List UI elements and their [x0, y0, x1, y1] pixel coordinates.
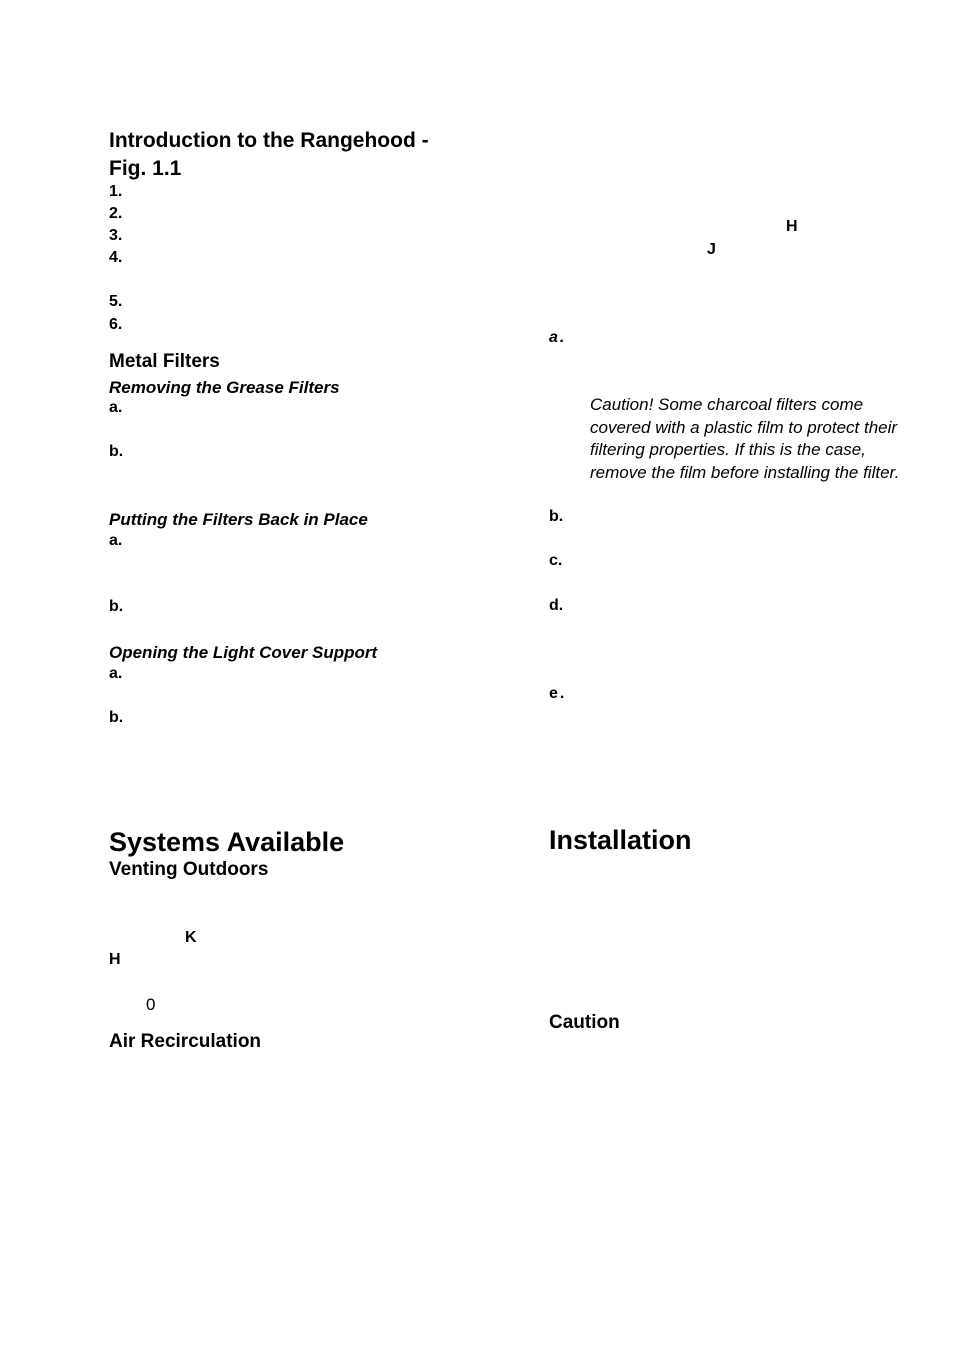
- intro-number: 5.: [109, 293, 123, 310]
- removing-step: b.: [109, 443, 124, 460]
- light-cover-step: a.: [109, 665, 123, 682]
- removing-filters-heading: Removing the Grease Filters: [109, 378, 340, 397]
- light-cover-step: b.: [109, 709, 124, 726]
- right-step: c.: [549, 552, 563, 569]
- intro-number: 6.: [109, 316, 123, 333]
- figure-letter: J: [707, 241, 716, 258]
- intro-title-line1: Introduction to the Rangehood -: [109, 129, 429, 152]
- right-step: d.: [549, 597, 564, 614]
- air-recirculation-heading: Air Recirculation: [109, 1031, 262, 1052]
- venting-letter: H: [109, 951, 121, 968]
- intro-number: 3.: [109, 227, 123, 244]
- figure-letter: H: [786, 218, 798, 235]
- venting-zero: 0: [146, 995, 156, 1014]
- right-step: e.: [549, 685, 567, 702]
- right-step: a.: [549, 329, 567, 346]
- putting-back-step: a.: [109, 532, 123, 549]
- removing-step: a.: [109, 399, 123, 416]
- caution-heading: Caution: [549, 1012, 620, 1033]
- intro-title-line2: Fig. 1.1: [109, 157, 182, 180]
- installation-heading: Installation: [549, 825, 692, 855]
- intro-number: 4.: [109, 249, 123, 266]
- intro-number: 1.: [109, 183, 123, 200]
- putting-back-step: b.: [109, 598, 124, 615]
- light-cover-heading: Opening the Light Cover Support: [109, 643, 378, 662]
- intro-number: 2.: [109, 205, 123, 222]
- systems-available-heading: Systems Available: [109, 827, 345, 857]
- metal-filters-heading: Metal Filters: [109, 351, 220, 372]
- caution-note: Caution! Some charcoal filters come covered with a plastic film to protect their filtering properties. If this is the case, remove the film before installing the filter.: [590, 395, 900, 482]
- venting-outdoors-heading: Venting Outdoors: [109, 859, 269, 880]
- venting-letter: K: [185, 929, 197, 946]
- right-step: b.: [549, 508, 564, 525]
- putting-back-heading: Putting the Filters Back in Place: [109, 510, 368, 529]
